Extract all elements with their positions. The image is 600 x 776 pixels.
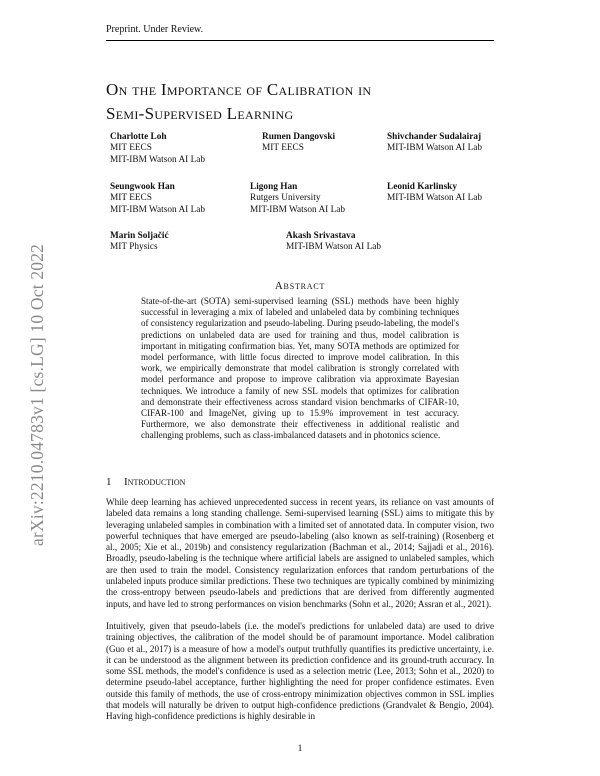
section-title: Introduction	[124, 476, 186, 488]
author-name: Leonid Karlinsky	[387, 182, 458, 192]
author-name: Ligong Han	[250, 182, 298, 192]
author-block	[110, 132, 205, 166]
author-affiliation: MIT-IBM Watson AI Lab	[387, 193, 483, 204]
arxiv-stamp: arXiv:2210.04783v1 [cs.LG] 10 Oct 2022	[27, 243, 47, 546]
header-rule	[106, 40, 494, 41]
author-affiliation: Rutgers University	[250, 193, 321, 204]
page-number: 1	[297, 744, 303, 754]
author-affiliation: MIT Physics	[110, 242, 158, 253]
abstract-heading: Abstract	[274, 280, 326, 292]
author-affiliation: MIT-IBM Watson AI Lab	[110, 204, 206, 215]
author-affiliation: MIT-IBM Watson AI Lab	[387, 143, 483, 154]
abstract-body: State-of-the-art (SOTA) semi-supervised learning (SSL) methods have been highly successful in leveraging a mix of labeled and unlabeled data by combining techniques of consistency regularization and pseudo-labeling. During pseudo-labeling, the model's predictions on unlabeled data are used for training and thus, model calibration is important in mitigating confirmation bias. Yet, many SOTA methods are optimized for model performance, with little focus directed to improve model calibration. In this work, we empirically demonstrate that model calibration is strongly correlated with model performance and propose to improve calibration via approximate Bayesian techniques. We introduce a family of new SSL models that optimizes for calibration and demonstrate their effectiveness across standard vision benchmarks of CIFAR-10, CIFAR-100 and ImageNet, giving up to 15.9% improvement in test accuracy. Furthermore, we also demonstrate their effectiveness in additional realistic and challenging problems, such as class-imbalanced datasets and in photonics science.	[141, 296, 459, 441]
author-name: Seungwook Han	[110, 182, 175, 192]
author-affiliation: MIT EECS	[110, 143, 152, 154]
author-affiliation: MIT-IBM Watson AI Lab	[286, 242, 382, 253]
author-block	[387, 182, 482, 205]
body-paragraph: While deep learning has achieved unprecedented success in recent years, its reliance on vast amounts of labeled data remains a long standing challenge. Semi-supervised learning (SSL) aims to mitigate this by leveraging unlabeled samples in combination with a limited set of annotated data. In computer vision, two powerful techniques that have emerged are pseudo-labeling (also known as self-training) (Rosenberg et al., 2005; Xie et al., 2019b) and consistency regularization (Bachman et al., 2014; Sajjadi et al., 2016). Broadly, pseudo-labeling is the technique where artificial labels are assigned to unlabeled samples, which are then used to train the model. Consistency regularization enforces that random perturbations of the unlabeled inputs produce similar predictions. These two techniques are typically combined by minimizing the cross-entropy between pseudo-labels and predictions that are derived from differently augmented inputs, and have led to strong performances on vision benchmarks (Sohn et al., 2020; Assran et al., 2021).	[106, 497, 494, 609]
author-name: Akash Srivastava	[286, 231, 356, 241]
author-block	[387, 132, 482, 155]
author-affiliation: MIT-IBM Watson AI Lab	[250, 204, 346, 215]
author-block	[286, 231, 381, 254]
author-name: Rumen Dangovski	[262, 132, 336, 142]
author-block	[262, 132, 335, 155]
author-block	[110, 231, 169, 254]
author-affiliation: MIT-IBM Watson AI Lab	[110, 154, 206, 165]
section-number: 1	[106, 476, 112, 488]
paper-title	[106, 78, 506, 126]
section-heading	[106, 476, 185, 488]
running-header: Preprint. Under Review.	[106, 24, 204, 35]
author-name: Charlotte Loh	[110, 132, 167, 142]
author-name: Marin Soljačić	[110, 231, 169, 241]
author-block	[250, 182, 345, 216]
body-paragraph: Intuitively, given that pseudo-labels (i.e. the model's predictions for unlabeled data) are used to drive training objectives, the calibration of the model should be of paramount importance. Model calibration (Guo et al., 2017) is a measure of how a model's output truthfully quantifies its predictive uncertainty, i.e. it can be understood as the alignment between its prediction confidence and its ground-truth accuracy. In some SSL methods, the model's confidence is used as a selection metric (Lee, 2013; Sohn et al., 2020) to determine pseudo-label acceptance, further highlighting the need for proper confidence estimates. Even outside this family of methods, the use of cross-entropy minimization objectives common in SSL implies that models will naturally be driven to output high-confidence predictions (Grandvalet & Bengio, 2004). Having high-confidence predictions is highly desirable in	[106, 621, 494, 722]
title-line-2: Semi-Supervised Learning	[106, 104, 294, 123]
author-block	[110, 182, 205, 216]
author-affiliation: MIT EECS	[262, 143, 304, 154]
title-line-1: On the Importance of Calibration in	[106, 80, 372, 99]
author-name: Shivchander Sudalairaj	[387, 132, 482, 142]
author-affiliation: MIT EECS	[110, 193, 152, 204]
